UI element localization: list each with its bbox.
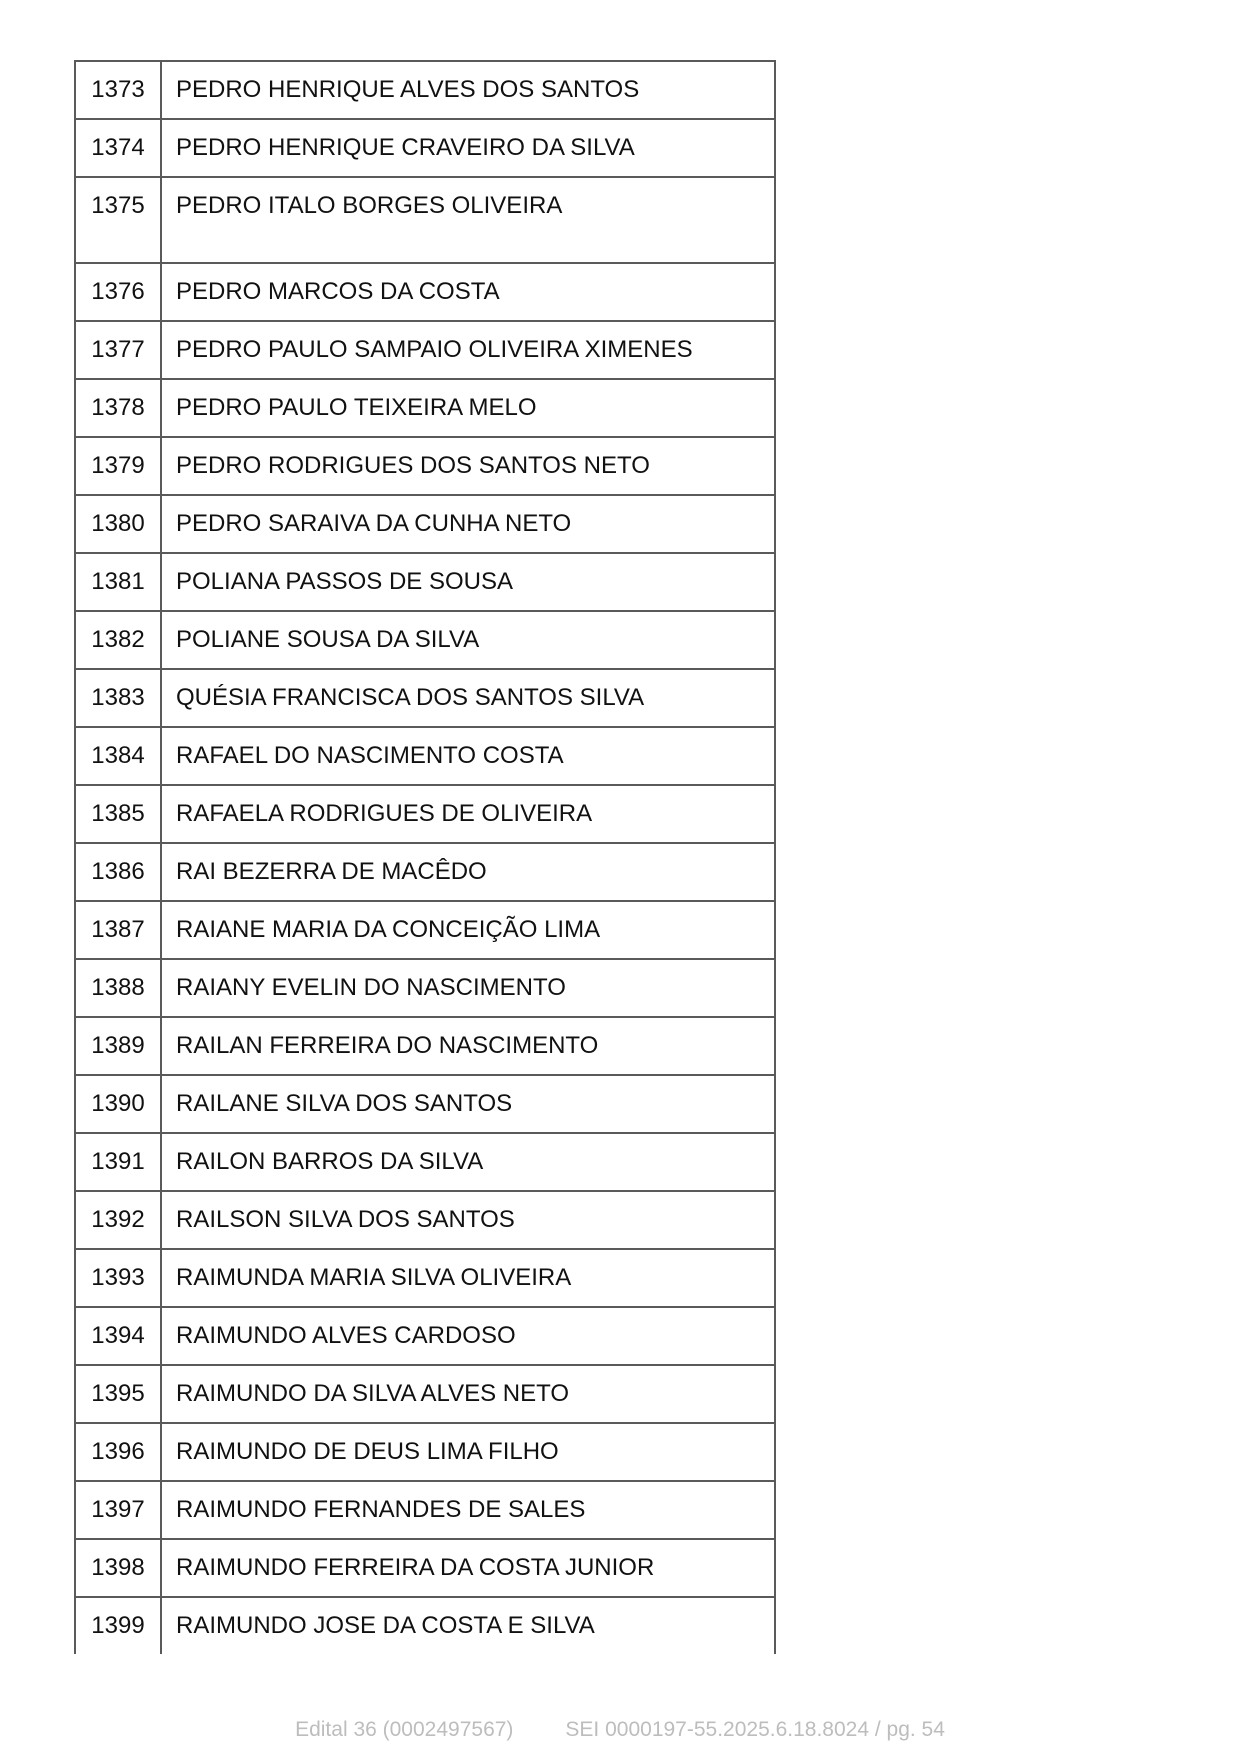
row-name: PEDRO ITALO BORGES OLIVEIRA [161, 177, 775, 263]
row-number: 1392 [75, 1191, 161, 1249]
table-row [75, 119, 775, 177]
table-row [75, 553, 775, 611]
table-row [75, 495, 775, 553]
row-name: PEDRO PAULO TEIXEIRA MELO [161, 379, 775, 437]
row-name: PEDRO PAULO SAMPAIO OLIVEIRA XIMENES [161, 321, 775, 379]
row-name: RAILSON SILVA DOS SANTOS [161, 1191, 775, 1249]
table-row [75, 959, 775, 1017]
table-row [75, 379, 775, 437]
row-name: RAIANE MARIA DA CONCEIÇÃO LIMA [161, 901, 775, 959]
table-row [75, 321, 775, 379]
row-number: 1393 [75, 1249, 161, 1307]
row-name: PEDRO RODRIGUES DOS SANTOS NETO [161, 437, 775, 495]
row-number: 1378 [75, 379, 161, 437]
row-name: POLIANE SOUSA DA SILVA [161, 611, 775, 669]
row-number: 1398 [75, 1539, 161, 1597]
row-name: QUÉSIA FRANCISCA DOS SANTOS SILVA [161, 669, 775, 727]
candidate-table [74, 60, 776, 1654]
table-row [75, 437, 775, 495]
row-number: 1390 [75, 1075, 161, 1133]
row-number: 1384 [75, 727, 161, 785]
table-row [75, 1539, 775, 1597]
row-name: RAIMUNDO FERREIRA DA COSTA JUNIOR [161, 1539, 775, 1597]
table-row [75, 1307, 775, 1365]
row-name: RAIMUNDO FERNANDES DE SALES [161, 1481, 775, 1539]
row-name: RAILAN FERREIRA DO NASCIMENTO [161, 1017, 775, 1075]
table-row [75, 263, 775, 321]
table-row [75, 1249, 775, 1307]
table-row [75, 1365, 775, 1423]
table-row [75, 61, 775, 119]
table-row [75, 901, 775, 959]
row-number: 1396 [75, 1423, 161, 1481]
row-name: RAIMUNDO DA SILVA ALVES NETO [161, 1365, 775, 1423]
table-row [75, 1133, 775, 1191]
row-number: 1373 [75, 61, 161, 119]
row-number: 1395 [75, 1365, 161, 1423]
table-row [75, 785, 775, 843]
row-name: PEDRO MARCOS DA COSTA [161, 263, 775, 321]
table-row [75, 1075, 775, 1133]
row-number: 1394 [75, 1307, 161, 1365]
row-name: RAIMUNDO JOSE DA COSTA E SILVA [161, 1597, 775, 1654]
row-name: RAILON BARROS DA SILVA [161, 1133, 775, 1191]
row-number: 1379 [75, 437, 161, 495]
footer-edital: Edital 36 (0002497567) [295, 1718, 514, 1741]
row-name: RAILANE SILVA DOS SANTOS [161, 1075, 775, 1133]
table-row [75, 669, 775, 727]
row-name: RAIMUNDO ALVES CARDOSO [161, 1307, 775, 1365]
row-number: 1376 [75, 263, 161, 321]
candidate-table-body [75, 61, 775, 1654]
table-row [75, 1481, 775, 1539]
table-row [75, 1597, 775, 1654]
row-number: 1374 [75, 119, 161, 177]
row-number: 1381 [75, 553, 161, 611]
table-row [75, 727, 775, 785]
row-name: PEDRO SARAIVA DA CUNHA NETO [161, 495, 775, 553]
row-number: 1388 [75, 959, 161, 1017]
row-name: RAI BEZERRA DE MACÊDO [161, 843, 775, 901]
table-row [75, 1191, 775, 1249]
row-name: RAIANY EVELIN DO NASCIMENTO [161, 959, 775, 1017]
row-name: PEDRO HENRIQUE CRAVEIRO DA SILVA [161, 119, 775, 177]
row-number: 1383 [75, 669, 161, 727]
row-number: 1391 [75, 1133, 161, 1191]
table-row [75, 1423, 775, 1481]
row-name: RAIMUNDO DE DEUS LIMA FILHO [161, 1423, 775, 1481]
row-name: RAFAEL DO NASCIMENTO COSTA [161, 727, 775, 785]
row-number: 1385 [75, 785, 161, 843]
table-row [75, 177, 775, 263]
row-number: 1377 [75, 321, 161, 379]
row-number: 1375 [75, 177, 161, 263]
table-row [75, 843, 775, 901]
row-number: 1387 [75, 901, 161, 959]
row-number: 1380 [75, 495, 161, 553]
row-number: 1399 [75, 1597, 161, 1654]
footer-sei-reference: SEI 0000197-55.2025.6.18.8024 / pg. 54 [565, 1718, 945, 1741]
row-name: RAIMUNDA MARIA SILVA OLIVEIRA [161, 1249, 775, 1307]
row-number: 1382 [75, 611, 161, 669]
row-number: 1389 [75, 1017, 161, 1075]
page-footer [0, 1718, 1240, 1742]
row-name: POLIANA PASSOS DE SOUSA [161, 553, 775, 611]
row-number: 1397 [75, 1481, 161, 1539]
row-name: RAFAELA RODRIGUES DE OLIVEIRA [161, 785, 775, 843]
table-row [75, 611, 775, 669]
row-number: 1386 [75, 843, 161, 901]
row-name: PEDRO HENRIQUE ALVES DOS SANTOS [161, 61, 775, 119]
table-row [75, 1017, 775, 1075]
